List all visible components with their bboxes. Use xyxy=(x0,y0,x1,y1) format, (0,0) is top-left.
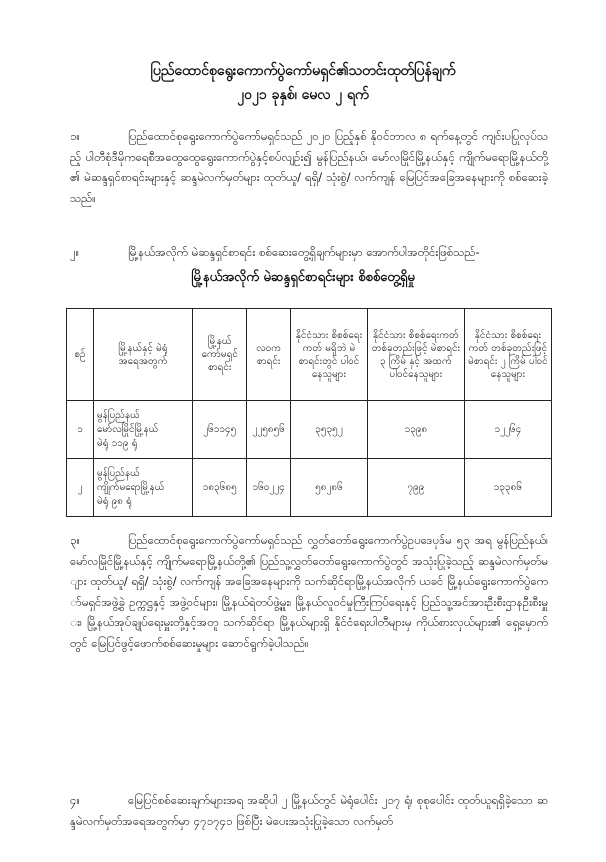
table-title: မြို့နယ်အလိုက် မဲဆန္ဒရှင်စာရင်းများ စိစစ်တွေ့ရှိမှု xyxy=(191,270,415,285)
two-times-count: ၁၃၃၈၆ xyxy=(464,459,551,517)
paragraph-2 xyxy=(70,242,548,263)
row-number: ၂ xyxy=(67,459,94,517)
paragraph-text: ပြည်ထောင်စုရွေးကောက်ပွဲကော်မရှင်သည် လွှတ်တော်ရွေးကောက်ပွဲဥပဒေပုဒ်မ ၅၃ အရ မွန်ပြည်နယ်၊ မော်လမြိုင်မြို့နယ်နှင့် ကျိုက်မရောမြို့နယ်တို့၏ ပြည်သူ့လွှတ်တော်ရွေးကောက်ပွဲတွင် အသုံးပြုခဲ့သည့် ဆန္ဒမဲလက်မှတ်များ ထုတ်ယူ/ ရရှိ/ သုံးစွဲ/ လက်ကျန် အခြေအနေများကို သက်ဆိုင်ရာမြို့နယ်အလိုက် ယခင် မြို့နယ်ရွေးကောက်ပွဲကော်မရှင်အဖွဲ့ခွဲ ဥက္ကဋ္ဌနှင့် အဖွဲ့ဝင်များ၊ မြို့နယ်ရဲတပ်ဖွဲ့မှူး၊ မြို့နယ်လူဝင်မှုကြီးကြပ်ရေးနှင့် ပြည်သူ့အင်အားဦးစီးဌာနဦးစီးမှူး၊ မြို့နယ်အုပ်ချုပ်ရေးမှူးတို့နှင့်အတူ သက်ဆိုင်ရာ မြို့နယ်များရှိ နိုင်ငံရေးပါတီများမှ ကိုယ်စားလှယ်များ၏ ရှေ့မှောက်တွင် မြေပြင်ဖွင့်ဖောက်စစ်ဆေးမှုများ ဆောင်ရွက်ခဲ့ပါသည်။ xyxy=(70,533,548,650)
paragraph-1 xyxy=(70,126,548,208)
paragraph-text: မြေပြင်စစ်ဆေးချက်များအရ အဆိုပါ ၂ မြို့နယ်တွင် မဲရုံပေါင်း ၂၁၇ ရုံ၊ စုစုပေါင်း ထုတ်ယူရရှိခဲ့သော ဆန္ဒမဲလက်မှတ်အရေအတွက်မှာ ၄၇၁၇၄၁ ဖြစ်ပြီး မဲပေးအသုံးပြုခဲ့သော လက်မှတ် xyxy=(70,793,548,828)
name-line: မော်လမြိုင်မြို့နယ် xyxy=(97,423,159,435)
paragraph-text: မြို့နယ်အလိုက် မဲဆန္ဒရှင်စာရင်း စစ်ဆေးတွေ့ရှိချက်များမှာ အောက်ပါအတိုင်းဖြစ်သည်- xyxy=(128,245,480,259)
table-header-cell: မြို့နယ်နှင့် မဲရုံအရေအတွက် xyxy=(94,309,193,401)
township-name xyxy=(94,459,193,517)
table-header-cell: နိုင်ငံသား စိစစ်ရေးကတ် တစ်ခုတည်းဖြင့် မဲစာရင်း ၃ ကြိမ် နှင့် အထက် ပါဝင်နေသူများ xyxy=(368,309,465,401)
immigration-list-count: ၁၆၀၂၂၄ xyxy=(247,459,290,517)
paragraph-4 xyxy=(70,790,548,831)
paragraph-number: ၄။ xyxy=(70,793,80,807)
table-header-cell: နိုင်ငံသား စိစစ်ရေးကတ် တစ်ခုတည်းဖြင့် မဲစာရင်း ၂ ကြိမ် ပါဝင်နေသူများ xyxy=(464,309,551,401)
voter-list-table xyxy=(66,308,552,517)
paragraph-3 xyxy=(70,530,548,653)
paragraph-number: ၁။ xyxy=(70,129,80,143)
name-line: ကျိုက်မရောမြို့နယ် xyxy=(97,481,165,493)
paragraph-text: ပြည်ထောင်စုရွေးကောက်ပွဲကော်မရှင်သည် ၂၀၂၀ ပြည့်နှစ် နိုဝင်ဘာလ ၈ ရက်နေ့တွင် ကျင်းပပြုလုပ်သည့် ပါတီစုံဒီမိုကရေစီအထွေထွေရွေးကောက်ပွဲနှင့်စပ်လျဉ်း၍ မွန်ပြည်နယ်၊ မော်လမြိုင်မြို့နယ်နှင့် ကျိုက်မရောမြို့နယ်တို့၏ မဲဆန္ဒရှင်စာရင်းများနှင့် ဆန္ဒမဲလက်မှတ်များ ထုတ်ယူ/ ရရှိ/ သုံးစွဲ/ လက်ကျန် မြေပြင်အခြေအနေများကို စစ်ဆေးခဲ့သည်။ xyxy=(70,129,548,205)
document-title: ပြည်ထောင်စုရွေးကောက်ပွဲကော်မရှင်၏သတင်းထုတ်ပြန်ချက် xyxy=(150,63,456,79)
immigration-list-count: ၂၂၅၈၅၆ xyxy=(247,401,290,459)
table-header-cell: မြို့နယ် ကော်မရှင် စာရင်း xyxy=(193,309,247,401)
name-line: မွန်ပြည်နယ် xyxy=(97,409,140,421)
name-line: မွန်ပြည်နယ် xyxy=(97,467,140,479)
three-plus-times-count: ၇၉၉ xyxy=(368,459,465,517)
table-row xyxy=(67,401,552,459)
three-plus-times-count: ၁၃၉၈ xyxy=(368,401,465,459)
commission-list-count: ၁၈၃၆၈၅ xyxy=(193,459,247,517)
table-row xyxy=(67,459,552,517)
township-name xyxy=(94,401,193,459)
no-id-card-count: ၃၅၃၅၂ xyxy=(290,401,367,459)
table-header-cell: စဉ် xyxy=(67,309,94,401)
commission-list-count: ၂၆၁၁၄၅ xyxy=(193,401,247,459)
name-line: မဲရုံ ၉၈ ရုံ xyxy=(97,495,132,507)
name-line: မဲရုံ ၁၁၉ ရုံ xyxy=(97,437,138,449)
row-number: ၁ xyxy=(67,401,94,459)
table-header-cell: လဝက စာရင်း xyxy=(247,309,290,401)
paragraph-number: ၂။ xyxy=(70,245,80,259)
paragraph-number: ၃။ xyxy=(70,533,80,547)
document-date: ၂၀၂၁ ခုနှစ်၊ မေလ ၂ ရက် xyxy=(237,87,369,103)
two-times-count: ၁၂၂၆၄ xyxy=(464,401,551,459)
table-header-cell: နိုင်ငံသား စိစစ်ရေးကတ် မရှိဘဲ မဲစာရင်းတွင် ပါဝင်နေသူများ xyxy=(290,309,367,401)
no-id-card-count: ၅၈၂၈၆ xyxy=(290,459,367,517)
